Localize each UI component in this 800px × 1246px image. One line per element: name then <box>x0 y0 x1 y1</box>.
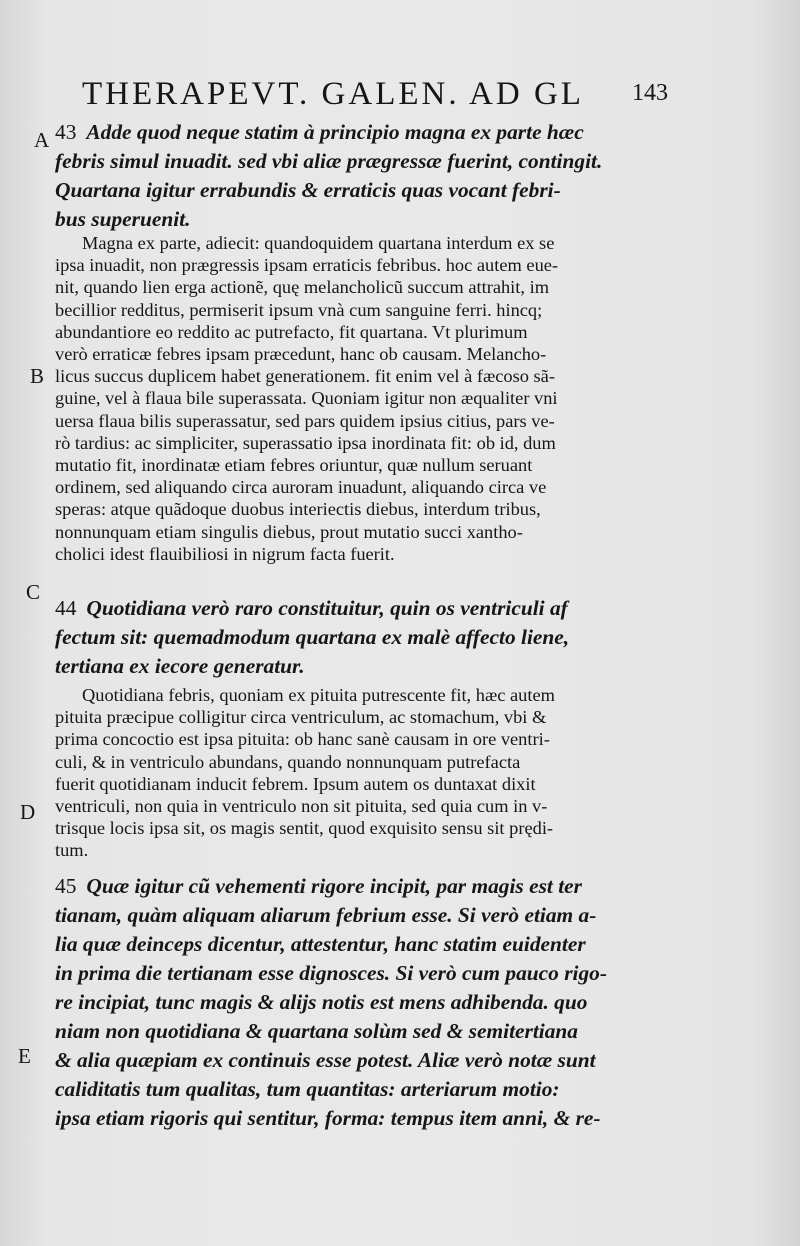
margin-letter-e: E <box>18 1044 31 1068</box>
page-header <box>82 70 682 118</box>
aphorism-line: lia quæ deinceps dicentur, attestentur, hanc statim euidenter <box>55 932 586 956</box>
running-head: THERAPEVT. GALEN. AD GL <box>82 76 584 112</box>
commentary-line: ventriculi, non quia in ventriculo non sit pituita, sed quia cum in v- <box>55 796 548 817</box>
commentary-line: rò tardius: ac simpliciter, superassatio ipsa inordinata fit: ob id, dum <box>55 432 556 453</box>
commentary-line: nonnunquam etiam singulis diebus, prout mutatio succi xantho- <box>55 521 523 542</box>
aphorism-line: in prima die tertianam esse dignosces. Si verò cum pauco rigo- <box>55 961 607 985</box>
aphorism-line: & alia quæpiam ex continuis esse potest. Aliæ verò notæ sunt <box>55 1048 596 1072</box>
aphorism-line: niam non quotidiana & quartana solùm sed & semitertiana <box>55 1019 579 1043</box>
commentary-line: verò erraticæ febres ipsam præcedunt, hanc ob causam. Melancho- <box>55 344 547 365</box>
commentary-line: abundantiore eo reddito ac putrefacto, fit quartana. Vt plurimum <box>55 321 528 342</box>
margin-letter-d: D <box>20 800 36 824</box>
margin-letter-a: A <box>34 128 50 152</box>
commentary-line: tum. <box>55 840 89 861</box>
aphorism-line: re incipiat, tunc magis & alijs notis est mens adhibenda. quo <box>55 990 588 1014</box>
aphorism-line: febris simul inuadit. sed vbi aliæ prægressæ fuerint, contingit. <box>55 149 603 173</box>
aphorism-line: tianam, quàm aliquam aliarum febrium esse. Si verò etiam a- <box>55 903 597 927</box>
commentary-line: speras: atque quãdoque duobus interiectis diebus, interdum tribus, <box>55 499 541 520</box>
margin-letter-c: C <box>26 580 41 604</box>
commentary-line: ipsa inuadit, non prægressis ipsam erraticis febribus. hoc autem eue- <box>55 255 559 276</box>
margin-letter-b: B <box>30 364 45 388</box>
aphorism-line: fectum sit: quemadmodum quartana ex malè affecto liene, <box>55 625 570 649</box>
commentary-line: trisque locis ipsa sit, os magis sentit, quod exquisito sensu sit prędi- <box>55 818 554 839</box>
commentary-line: pituita præcipue colligitur circa ventriculum, ac stomachum, vbi & <box>55 707 547 728</box>
commentary-line: Quotidiana febris, quoniam ex pituita putrescente fit, hæc autem <box>82 685 555 705</box>
commentary-44 <box>55 684 645 862</box>
aphorism-line: tertiana ex iecore generatur. <box>55 654 305 678</box>
page-number: 143 <box>632 80 668 106</box>
commentary-line: Magna ex parte, adiecit: quandoquidem quartana interdum ex se <box>82 233 555 253</box>
commentary-line: culi, & in ventriculo abundans, quando nonnunquam putrefacta <box>55 751 521 772</box>
aphorism-line: caliditatis tum qualitas, tum quantitas: arteriarum motio: <box>55 1077 560 1101</box>
commentary-line: cholici idest flauibiliosi in nigrum facta fuerit. <box>55 543 395 564</box>
aphorism-number: 45 <box>55 874 77 898</box>
commentary-line: becillior redditus, permiserit ipsum vnà cum sanguine ferri. hincq; <box>55 299 543 320</box>
commentary-line: mutatio fit, inordinatæ etiam febres oriuntur, quæ nullum seruant <box>55 455 533 476</box>
aphorism-line: ipsa etiam rigoris qui sentitur, forma: tempus item anni, & re- <box>55 1106 601 1130</box>
aphorism-line: 43 Adde quod neque statim à principio magna ex parte hæc <box>55 120 584 144</box>
commentary-line: guine, vel à flaua bile superassata. Quoniam igitur non æqualiter vni <box>55 388 558 409</box>
commentary-line: uersa flaua bilis superassatur, sed pars quidem ipsius citius, pars ve- <box>55 410 555 431</box>
commentary-line: fuerit quotidianam inducit febrem. Ipsum autem os duntaxat dixit <box>55 773 536 794</box>
commentary-43 <box>55 232 645 565</box>
aphorism-line: 45 Quæ igitur cũ vehementi rigore incipit, par magis est ter <box>55 874 582 898</box>
aphorism-44 <box>55 594 645 681</box>
commentary-line: ordinem, sed aliquando circa auroram inuadunt, aliquando circa ve <box>55 477 547 498</box>
commentary-line: licus succus duplicem habet generationem. fit enim vel à fæcoso sã- <box>55 366 555 387</box>
aphorism-line: Quartana igitur errabundis & erraticis quas vocant febri- <box>55 178 561 202</box>
commentary-line: prima concoctio est ipsa pituita: ob hanc sanè causam in ore ventri- <box>55 729 550 750</box>
aphorism-45 <box>55 872 645 1133</box>
aphorism-43 <box>55 118 645 234</box>
aphorism-number: 43 <box>55 120 77 144</box>
aphorism-line: 44 Quotidiana verò raro constituitur, quin os ventriculi af <box>55 596 568 620</box>
commentary-line: nit, quando lien erga actionẽ, quę melancholicũ succum attrahit, im <box>55 277 550 298</box>
aphorism-line: bus superuenit. <box>55 207 191 231</box>
aphorism-number: 44 <box>55 596 77 620</box>
